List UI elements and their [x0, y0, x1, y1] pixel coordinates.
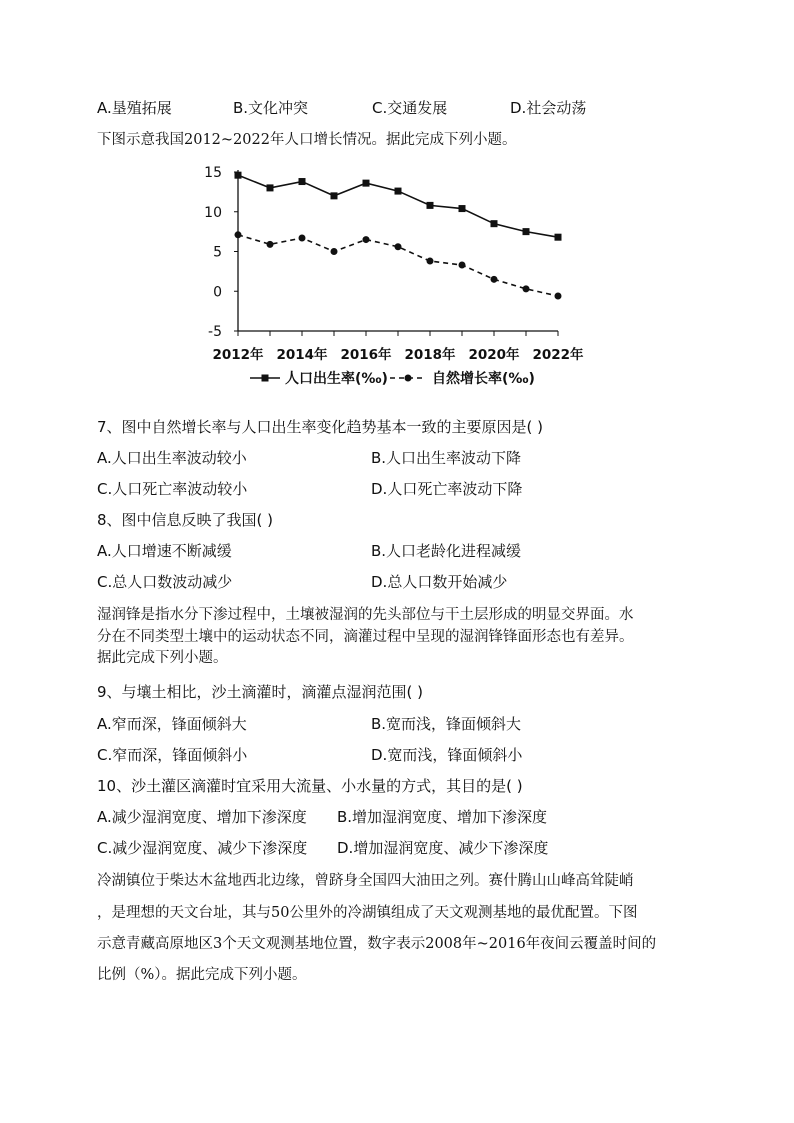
series-point-natural-growth: [267, 241, 274, 248]
x-tick-label: 2012年: [212, 347, 264, 363]
q8-option-b: B.人口老龄化进程减缓: [371, 542, 522, 560]
q8-option-a: A.人口增速不断减缓: [97, 542, 232, 560]
y-tick-label: 5: [213, 244, 222, 261]
series-point-birth-rate: [491, 220, 498, 227]
intro-wetting-front-line2: 分在不同类型土壤中的运动状态不同，滴灌过程中呈现的湿润锋锋面形态也有差异。: [97, 629, 634, 645]
x-tick-label: 2016年: [340, 347, 392, 363]
y-tick-label: -5: [208, 324, 222, 340]
intro-lenghu-line2: ，是理想的天文台址，其与50公里外的冷湖镇组成了天文观测基地的最优配置。下图: [97, 905, 638, 921]
q10-option-b: B.增加湿润宽度、增加下渗深度: [337, 808, 548, 826]
q9-option-a: A.窄而深，锋面倾斜大: [97, 715, 247, 733]
q7-option-d: D.人口死亡率波动下降: [371, 480, 523, 498]
series-point-birth-rate: [267, 184, 274, 191]
series-point-birth-rate: [363, 180, 370, 187]
intro-wetting-front-line1: 湿润锋是指水分下渗过程中，土壤被湿润的先头部位与干土层形成的明显交界面。水: [97, 607, 634, 623]
q9-option-c: C.窄而深，锋面倾斜小: [97, 746, 248, 764]
prev-option-c: C.交通发展: [372, 99, 448, 117]
intro-lenghu-line1: 冷湖镇位于柴达木盆地西北边缘，曾跻身全国四大油田之列。赛什腾山山峰高耸陡峭: [97, 873, 634, 889]
series-point-birth-rate: [395, 188, 402, 195]
q8-option-c: C.总人口数波动减少: [97, 573, 233, 591]
q10-option-a: A.减少湿润宽度、增加下渗深度: [97, 808, 307, 826]
series-line-1: [238, 175, 558, 237]
legend-marker-birth-rate: [262, 375, 269, 382]
q10-option-c: C.减少湿润宽度、减少下渗深度: [97, 839, 308, 857]
population-growth-chart: [190, 160, 610, 400]
series-point-natural-growth: [523, 285, 530, 292]
series-point-birth-rate: [299, 178, 306, 185]
chart-axes: [238, 170, 558, 336]
q8-stem: 8、图中信息反映了我国( ): [97, 511, 274, 529]
q10-stem: 10、沙土灌区滴灌时宜采用大流量、小水量的方式，其目的是( ): [97, 777, 523, 795]
y-tick-label: 0: [213, 284, 222, 301]
prev-option-b: B.文化冲突: [233, 99, 309, 117]
prev-option-a: A.垦殖拓展: [97, 99, 172, 117]
intro-population: 下图示意我国2012~2022年人口增长情况。据此完成下列小题。: [97, 132, 517, 148]
x-tick-label: 2022年: [532, 347, 584, 363]
legend-marker-natural-growth: [405, 375, 412, 382]
q7-option-c: C.人口死亡率波动较小: [97, 480, 248, 498]
chart-y-ticks: [204, 165, 238, 340]
series-point-natural-growth: [395, 243, 402, 250]
x-tick-label: 2020年: [468, 347, 520, 363]
x-tick-label: 2014年: [276, 347, 328, 363]
q9-option-b: B.宽而浅，锋面倾斜大: [371, 715, 522, 733]
q10-option-d: D.增加湿润宽度、减少下渗深度: [337, 839, 549, 857]
series-point-birth-rate: [459, 205, 466, 212]
x-tick-label: 2018年: [404, 347, 456, 363]
series-point-birth-rate: [427, 202, 434, 209]
q7-option-a: A.人口出生率波动较小: [97, 449, 247, 467]
series-point-natural-growth: [555, 293, 562, 300]
chart-legend: [250, 370, 535, 387]
series-point-birth-rate: [235, 172, 242, 179]
chart-x-ticks: [212, 346, 584, 363]
q8-option-d: D.总人口数开始减少: [371, 573, 508, 591]
q7-option-b: B.人口出生率波动下降: [371, 449, 522, 467]
series-point-natural-growth: [491, 276, 498, 283]
series-point-natural-growth: [427, 258, 434, 265]
series-point-natural-growth: [363, 236, 370, 243]
q9-stem: 9、与壤土相比，沙土滴灌时，滴灌点湿润范围( ): [97, 683, 424, 701]
chart-series: [235, 172, 562, 300]
series-point-natural-growth: [459, 262, 466, 269]
intro-lenghu-line4: 比例（%）。据此完成下列小题。: [97, 967, 307, 983]
intro-wetting-front-line3: 据此完成下列小题。: [97, 650, 228, 666]
series-point-natural-growth: [235, 231, 242, 238]
y-tick-label: 15: [204, 165, 222, 181]
q7-stem: 7、图中自然增长率与人口出生率变化趋势基本一致的主要原因是( ): [97, 418, 544, 436]
series-point-birth-rate: [555, 234, 562, 241]
series-point-birth-rate: [331, 192, 338, 199]
series-point-natural-growth: [299, 234, 306, 241]
legend-label-natural-growth: 自然增长率(‰): [432, 371, 535, 387]
y-tick-label: 10: [204, 204, 222, 221]
legend-label-birth-rate: 人口出生率(‰): [285, 371, 388, 387]
intro-lenghu-line3: 示意青藏高原地区3个天文观测基地位置，数字表示2008年~2016年夜间云覆盖时间的: [97, 936, 657, 952]
prev-option-d: D.社会动荡: [510, 99, 587, 117]
q9-option-d: D.宽而浅，锋面倾斜小: [371, 746, 523, 764]
series-point-birth-rate: [523, 228, 530, 235]
series-point-natural-growth: [331, 248, 338, 255]
